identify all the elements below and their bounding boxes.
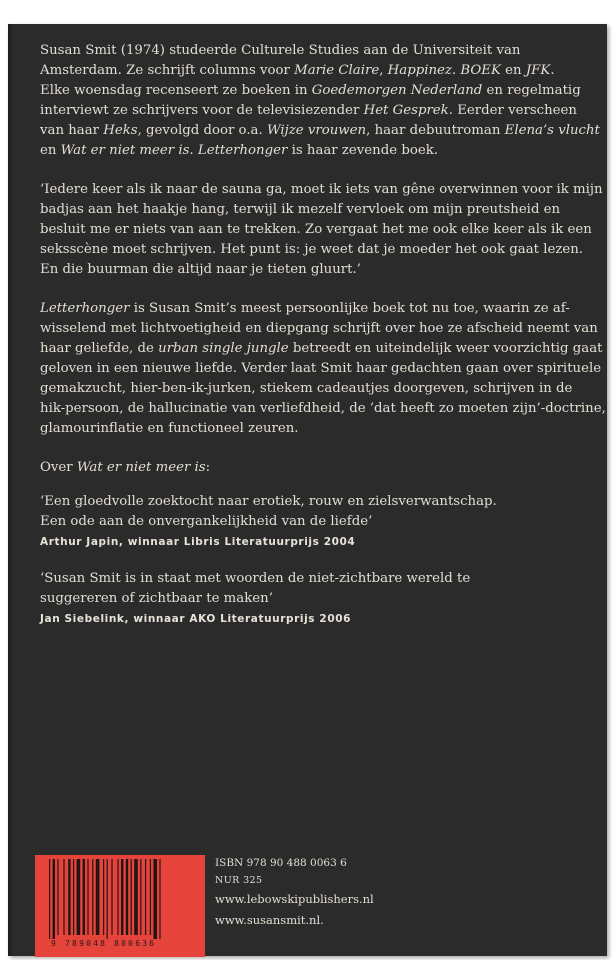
- text-line: Letterhonger is Susan Smit’s meest persoonlijke boek tot nu toe, waarin ze af-: [40, 301, 570, 316]
- barcode-icon: [49, 859, 195, 939]
- barcode-bar: [121, 859, 123, 935]
- barcode-bar: [134, 859, 138, 935]
- text-line: Susan Smit (1974) studeerde Culturele Studies aan de Universiteit van: [40, 43, 521, 58]
- publisher-info: [215, 855, 374, 931]
- publisher-website[interactable]: www.lebowskipublishers.nl: [215, 892, 374, 906]
- barcode-bar: [49, 859, 50, 939]
- quote-attribution: Arthur Japin, winnaar Libris Literatuurprijs 2004: [40, 536, 356, 548]
- barcode-bar: [68, 859, 70, 935]
- barcode-bar: [96, 859, 100, 935]
- text-line: Een ode aan de onvergankelijkheid van de liefde’: [40, 514, 373, 529]
- text-line: seksscène moet schrijven. Het punt is: je weet dat je moeder het ook gaat lezen.: [40, 242, 584, 257]
- text-line: van haar Heks, gevolgd door o.a. Wijze vrouwen, haar debuutroman Elena’s vlucht: [40, 123, 600, 138]
- text-line: interviewt ze schrijvers voor de televisiezender Het Gesprek. Eerder verscheen: [40, 103, 577, 118]
- author-website[interactable]: www.susansmit.nl.: [215, 913, 324, 927]
- text-line: ‘Susan Smit is in staat met woorden de niet-zichtbare wereld te: [40, 571, 471, 586]
- barcode-bar: [92, 859, 93, 935]
- review-quote-japin: [40, 492, 596, 552]
- review-quote-siebelink: [40, 569, 596, 629]
- barcode-bar: [77, 859, 81, 935]
- previous-book-heading: [40, 458, 596, 478]
- text-line: hik-persoon, de hallucinatie van verliefdheid, de ‘dat heeft zo moeten zijn’-doctrine,: [40, 401, 606, 416]
- text-line: wisselend met lichtvoetigheid en diepgang schrijft over hoe ze afscheid neemt van: [40, 321, 598, 336]
- barcode-bar: [83, 859, 85, 935]
- text-line: geloven in een nieuwe liefde. Verder laat Smit haar gedachten gaan over spirituele: [40, 361, 602, 376]
- text-line: en Wat er niet meer is. Letterhonger is haar zevende boek.: [40, 143, 438, 158]
- barcode-bar: [153, 859, 157, 939]
- barcode-bar: [87, 859, 88, 935]
- barcode-bar: [145, 859, 146, 935]
- quote-text: [40, 569, 596, 609]
- barcode-bar: [159, 859, 160, 939]
- barcode-bar: [103, 859, 104, 935]
- barcode-bar: [53, 859, 55, 939]
- text-line: ‘Een gloedvolle zoektocht naar erotiek, rouw en zielsverwantschap.: [40, 494, 497, 509]
- barcode-bar: [63, 859, 64, 935]
- cover-text: [40, 41, 606, 646]
- text-line: Elke woensdag recenseert ze boeken in Goedemorgen Nederland en regelmatig: [40, 83, 581, 98]
- barcode-panel: [35, 855, 205, 957]
- text-line: En die buurman die altijd naar je tieten gluurt.’: [40, 262, 361, 277]
- quote-text: [40, 492, 596, 532]
- text-line: besluit me er niets van aan te trekken. Zo vergaat het me ook elke keer als ik een: [40, 222, 592, 237]
- barcode-bar: [150, 859, 151, 935]
- barcode-bar: [107, 859, 108, 939]
- barcode-bar: [111, 859, 112, 935]
- text-line: ‘Iedere keer als ik naar de sauna ga, moet ik iets van gêne overwinnen voor ik mijn: [40, 182, 603, 197]
- barcode-bar: [131, 859, 132, 935]
- book-excerpt: [40, 180, 603, 280]
- barcode-digits: 9 789048 800636: [51, 939, 157, 948]
- text-line: Over Wat er niet meer is:: [40, 460, 211, 475]
- nur-code: NUR 325: [215, 875, 263, 886]
- text-line: Amsterdam. Ze schrijft columns voor Marie Claire, Happinez. BOEK en JFK.: [40, 63, 555, 78]
- isbn: ISBN 978 90 488 0063 6: [215, 857, 347, 869]
- text-line: glamourinflatie en functioneel zeuren.: [40, 421, 299, 436]
- book-back-cover: [8, 24, 607, 956]
- barcode-bar: [126, 859, 128, 935]
- quote-attribution: Jan Siebelink, winnaar AKO Literatuurprijs 2006: [40, 613, 352, 625]
- text-line: badjas aan het haakje hang, terwijl ik mezelf vervloek om mijn preutsheid en: [40, 202, 561, 217]
- text-line: suggereren of zichtbaar te maken’: [40, 591, 273, 606]
- book-description: [40, 299, 606, 439]
- barcode-bar: [57, 859, 58, 935]
- text-line: haar geliefde, de urban single jungle betreedt en uiteindelijk weer voorzichtig gaat: [40, 341, 603, 356]
- barcode-bar: [140, 859, 141, 935]
- barcode-bar: [117, 859, 118, 935]
- spine-shadow: [8, 24, 14, 956]
- barcode-bar: [73, 859, 74, 935]
- text-line: gemakzucht, hier-ben-ik-jurken, stiekem cadeautjes doorgeven, schrijven in de: [40, 381, 573, 396]
- author-bio: [40, 41, 600, 161]
